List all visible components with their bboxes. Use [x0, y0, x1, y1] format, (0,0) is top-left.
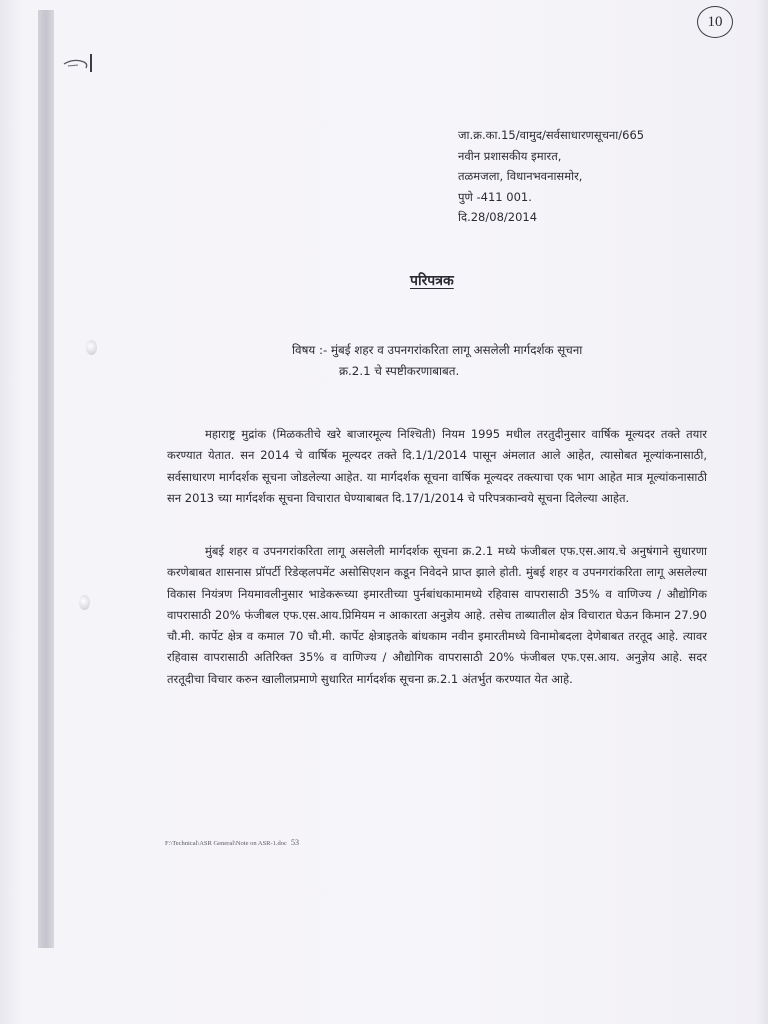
document-title: परिपत्रक — [410, 273, 454, 289]
reference-block — [458, 125, 644, 228]
punch-hole-bottom — [79, 595, 90, 610]
page-number-circle: 10 — [697, 6, 733, 38]
file-path-footer — [165, 838, 299, 847]
subject-block — [292, 340, 692, 382]
reference-number: जा.क्र.का.15/वामुद/सर्वसाधारणसूचना/665 — [458, 128, 645, 142]
staple-mark-icon — [62, 52, 92, 76]
punch-hole-top — [86, 340, 97, 355]
file-path: F:\Technical\ASR General\Note on ASR-1.doc — [165, 840, 287, 847]
document-date: दि.28/08/2014 — [458, 210, 538, 224]
subject-line-2: क्र.2.1 चे स्पष्टीकरणाबाबत. — [339, 364, 460, 378]
footer-page-number: 53 — [290, 838, 299, 847]
address-line-2: तळमजला, विधानभवनासमोर, — [458, 169, 583, 183]
body-paragraph-2: मुंबई शहर व उपनगरांकरिता लागू असलेली मार्गदर्शक सूचना क्र.2.1 मध्ये फंजीबल एफ.एस.आय.चे अनुषंगाने सुधारणा करणेबाबत शासनास प्रॉपर्टी रिडेव्हलपमेंट असोसिएशन कडून निवेदने प्राप्त झाले होती. मुंबई शहर व उपनगरांकरिता लागू असलेल्या विकास नियंत्रण नियमावलीनुसार भाडेकरूच्या इमारतीच्या पुर्नबांधकामामध्ये रहिवास वापरासाठी 35% व वाणिज्य / औद्योगिक वापरासाठी 20% फंजीबल एफ.एस.आय.प्रिमियम न आकारता अनुज्ञेय आहे. तसेच ताब्यातील क्षेत्र विचारात घेऊन किमान 27.90 चौ.मी. कार्पेट क्षेत्र व कमाल 70 चौ.मी. कार्पेट क्षेत्राइतके बांधकाम नवीन इमारतीमध्ये विनामोबदला देणेबाबत तरतूद आहे. त्यावर रहिवास वापरासाठी अतिरिक्त 35% व वाणिज्य / औद्योगिक वापरासाठी 20% फंजीबल एफ.एस.आय. अनुज्ञेय आहे. सदर तरतूदीचा विचार करुन खालीलप्रमाणे सुधारित मार्गदर्शक सूचना क्र.2.1 अंतर्भुत करण्यात येत आहे. — [167, 544, 707, 686]
binding-strip — [38, 10, 54, 948]
body-paragraph-1: महाराष्ट्र मुद्रांक (मिळकतीचे खरे बाजारमूल्य निश्चिती) नियम 1995 मधील तरतुदीनुसार वार्षिक मूल्यदर तक्ते तयार करण्यात येतात. सन 2014 चे वार्षिक मूल्यदर तक्ते दि.1/1/2014 पासून अंमलात आले आहेत, त्यासोबत मूल्यांकनासाठी, सर्वसाधारण मार्गदर्शक सूचना जोडलेल्या आहेत. या मार्गदर्शक सूचना वार्षिक मूल्यदर तक्त्याचा एक भाग आहेत मात्र मूल्यांकनासाठी सन 2013 च्या मार्गदर्शक सूचना विचारात घेण्याबाबत दि.17/1/2014 चे परिपत्रकान्वये सूचना दिलेल्या आहेत. — [167, 427, 707, 505]
address-city: पुणे -411 001. — [458, 189, 532, 204]
page-edge-shadow — [754, 0, 768, 1024]
address-line-1: नवीन प्रशासकीय इमारत, — [458, 148, 562, 163]
subject-line-1: विषय :- मुंबई शहर व उपनगरांकरिता लागू असलेली मार्गदर्शक सूचना — [292, 343, 583, 357]
